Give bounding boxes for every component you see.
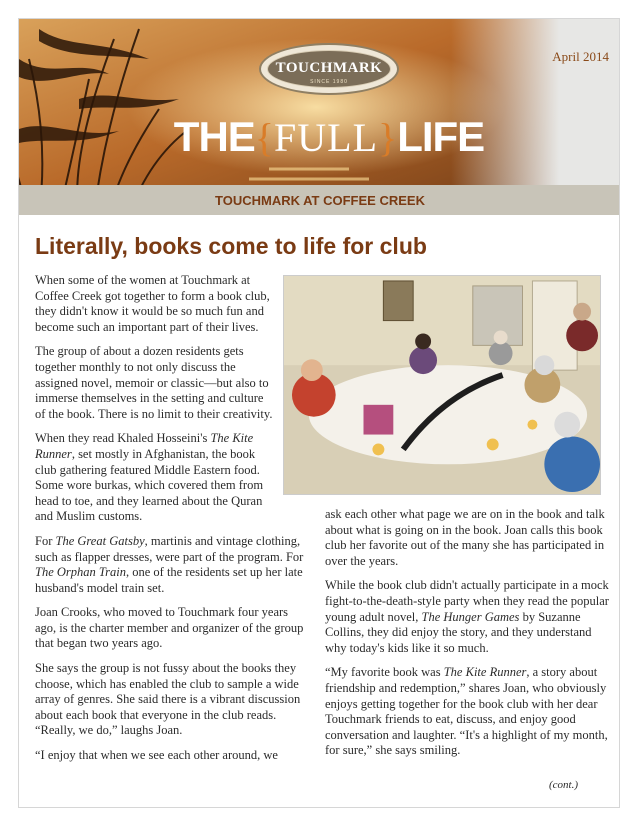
article-headline: Literally, books come to life for club [35,233,427,259]
masthead-brace-close: } [378,115,398,160]
logo-tagline: SINCE 1980 [310,79,348,85]
paragraph: The group of about a dozen residents gets together monthly to not only discuss the assigned novel, memoir or classic—but also to immerse themselves in the setting and culture of the book. There is no limit to their creativity. [35,344,273,421]
location-band [19,185,620,215]
location-label: TOUCHMARK AT COFFEE CREEK [215,193,425,208]
paragraph: She says the group is not fussy about the books they choose, which has enabled the club to sample a wide array of genres. She said there is a vibrant discussion about each book that everyone in the club reads. “Really, we do,” laughs Joan. [35,661,301,738]
masthead-life: LIFE [397,113,485,160]
masthead-header [19,19,620,215]
touchmark-logo [259,43,399,95]
paragraph: “I enjoy that when we see each other around, we [35,748,278,763]
paragraph: For The Great Gatsby, martinis and vintage clothing, such as flapper dresses, were part of the program. For The Orphan Train, one of the residents set up her late husband's model train set. [35,533,304,595]
paragraph: ask each other what page we are on in the book and talk about what is going on in the book. Joan calls this book club her favorite out of the many she has participated in over the years. [325,507,605,568]
issue-date: April 2014 [552,49,609,64]
book-club-photo [283,275,601,495]
masthead-title [149,113,509,161]
continued-label: (cont.) [549,779,579,791]
paragraph: “My favorite book was The Kite Runner, a story about friendship and redemption,” shares Joan, who obviously enjoys getting together for the book club with her dear Touchmark friends to eat, discuss, and enjoy good conversation and laughter. “It's a highlight of my month, for sure,” she says smiling. [325,665,608,758]
masthead-the: THE [173,113,255,160]
paragraph: When some of the women at Touchmark at Coffee Creek got together to form a book club, they didn't know it would be so much fun and become such an important part of their lives. [35,273,270,334]
newsletter-page [18,18,620,808]
article-column-left [35,273,311,773]
paragraph: When they read Khaled Hosseini's The Kite Runner, set mostly in Afghanistan, the book club gathering featured Middle Eastern food. Some wore burkas, which covered them from head to toe, and they learned about the Quran and Muslim customs. [35,431,264,524]
paragraph: Joan Crooks, who moved to Touchmark four years ago, is the charter member and organizer of the group that began two years ago. [35,605,304,651]
masthead-brace-open: { [254,115,274,160]
paragraph: While the book club didn't actually participate in a mock fight-to-the-death-style party when they read the popular young adult novel, The Hunger Games by Suzanne Collins, they did enjoy the story, and they understand why today's kids like it so much. [325,578,609,655]
article-column-right [325,507,611,768]
masthead-full: FULL [274,115,378,160]
logo-name: TOUCHMARK [275,60,383,76]
